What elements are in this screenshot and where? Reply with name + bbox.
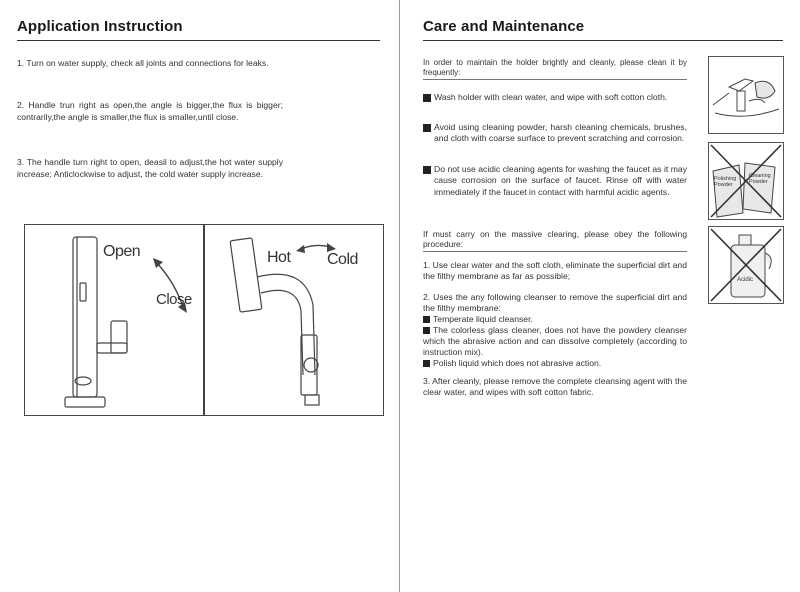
hot-label: Hot — [267, 249, 291, 266]
cleanser-option-2 — [423, 325, 687, 358]
open-label: Open — [103, 243, 141, 260]
faucet-wiping-illustration — [709, 57, 783, 133]
cold-label: Cold — [327, 251, 358, 268]
bullet-square — [423, 360, 430, 367]
hot-cold-figure — [204, 224, 384, 416]
close-label: Close — [156, 291, 192, 308]
procedure-step-3: 3. After cleanly, please remove the complete cleansing agent with the clear water, and wipes with soft cotton fabric. — [423, 376, 687, 397]
open-close-figure — [24, 224, 204, 416]
bullet-square — [423, 327, 430, 334]
polishing-powder-label: Polishing Powder — [714, 176, 737, 188]
procedure-step-1: 1. Use clear water and the soft cloth, eliminate the superficial dirt and the filthy membrane as far as possible; — [423, 260, 687, 281]
care-intro: In order to maintain the holder brightly and cleanly, please clean it by frequently: — [423, 58, 687, 77]
washing-faucet-picture — [708, 56, 784, 134]
cleanser-option-1 — [423, 314, 687, 325]
instruction-step-1: 1. Turn on water supply, check all joints and connections for leaks. — [17, 58, 269, 68]
acidic-label: Acidic — [737, 277, 754, 283]
cleanser-option-2-text: The colorless glass cleaner, does not have the powdery cleanser which the abrasive action and can dissolve completely (according to instruction mix). — [423, 325, 687, 357]
massive-clearing-intro: If must carry on the massive clearing, please obey the following procedure: — [423, 229, 687, 250]
care-bullet-1: Wash holder with clean water, and wipe with soft cotton cloth. — [434, 92, 668, 102]
instruction-step-2: 2. Handle trun right as open,the angle is bigger,the flux is bigger; contrarily,the angle is smaller,the flux is smaller,until close. — [17, 100, 283, 123]
cleanser-option-3 — [423, 358, 687, 369]
cleanser-option-3-text: Polish liquid which does not abrasive action. — [433, 358, 602, 368]
title-underline — [423, 40, 783, 41]
page-title: Application Instruction — [17, 18, 183, 35]
acidic-bottle-crossed-illustration — [709, 227, 783, 303]
care-bullet-2: Avoid using cleaning powder, harsh cleaning chemicals, brushes, and cloth with coarse surface to prevent scratching and corrosion. — [434, 122, 687, 144]
no-powder-picture — [708, 142, 784, 220]
care-bullet-3: Do not use acidic cleaning agents for washing the faucet as it may cause corrosion on the surface of faucet. Rinse off with water immediately if the faucet in contact with harmful acidic agents. — [434, 164, 687, 197]
intro-underline — [423, 79, 687, 80]
bullet-square — [423, 94, 431, 102]
cleanser-option-1-text: Temperate liquid cleanser. — [433, 314, 533, 324]
bullet-square — [423, 316, 430, 323]
bullet-square — [423, 166, 431, 174]
care-maintenance-page — [401, 0, 800, 592]
page-title: Care and Maintenance — [423, 18, 585, 35]
bullet-square — [423, 124, 431, 132]
procedure-step-2: 2. Uses the any following cleanser to remove the superficial dirt and the filthy membrane: — [423, 292, 687, 313]
instruction-step-3: 3. The handle turn right to open, deasil to adjust,the hot water supply increase; Anticlockwise to adjust, the cold water supply increase. — [17, 157, 283, 180]
no-acidic-picture — [708, 226, 784, 304]
title-underline — [17, 40, 380, 41]
massive-intro-underline — [423, 251, 687, 252]
cleaning-powder-label: Cleaning Powder — [749, 173, 771, 185]
